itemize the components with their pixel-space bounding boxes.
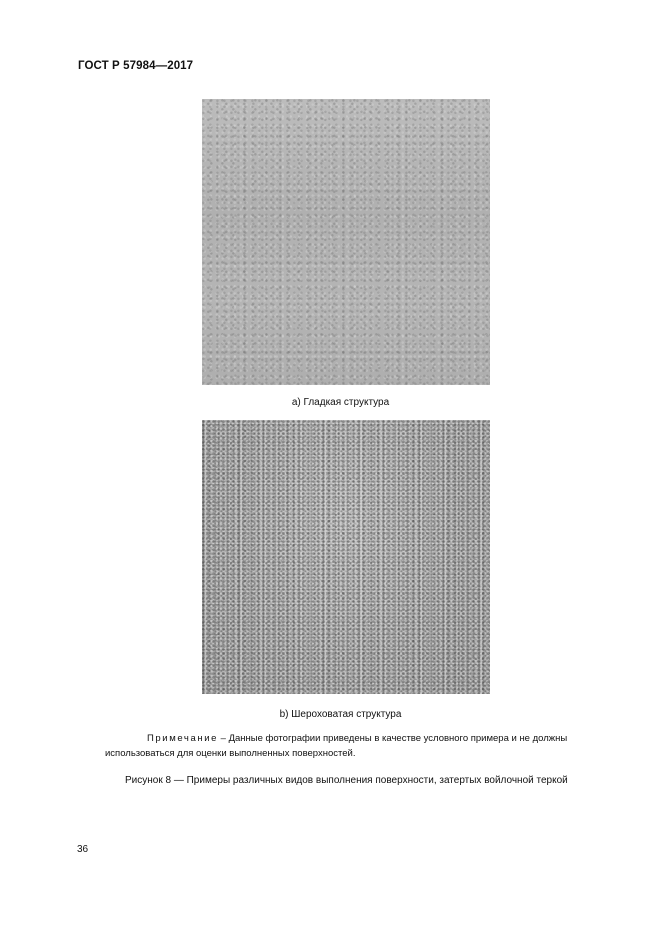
rough-surface-photo [202, 420, 490, 694]
smooth-surface-photo [202, 99, 490, 385]
figure-note [105, 731, 575, 761]
caption-rough: b) Шероховатая структура [279, 709, 402, 720]
note-text-2: использоваться для оценки выполненных поверхностей. [105, 748, 356, 759]
note-text-1: Данные фотографии приведены в качестве условного примера и не должны [228, 733, 568, 744]
note-label: Примечание [147, 733, 218, 744]
figure-title: Рисунок 8 — Примеры различных видов выполнения поверхности, затертых войлочной теркой [125, 775, 568, 786]
caption-smooth: a) Гладкая структура [291, 397, 390, 408]
note-line-1 [105, 731, 575, 746]
document-header: ГОСТ Р 57984—2017 [78, 60, 194, 72]
page-number: 36 [77, 844, 89, 855]
note-dash: – [218, 733, 229, 744]
